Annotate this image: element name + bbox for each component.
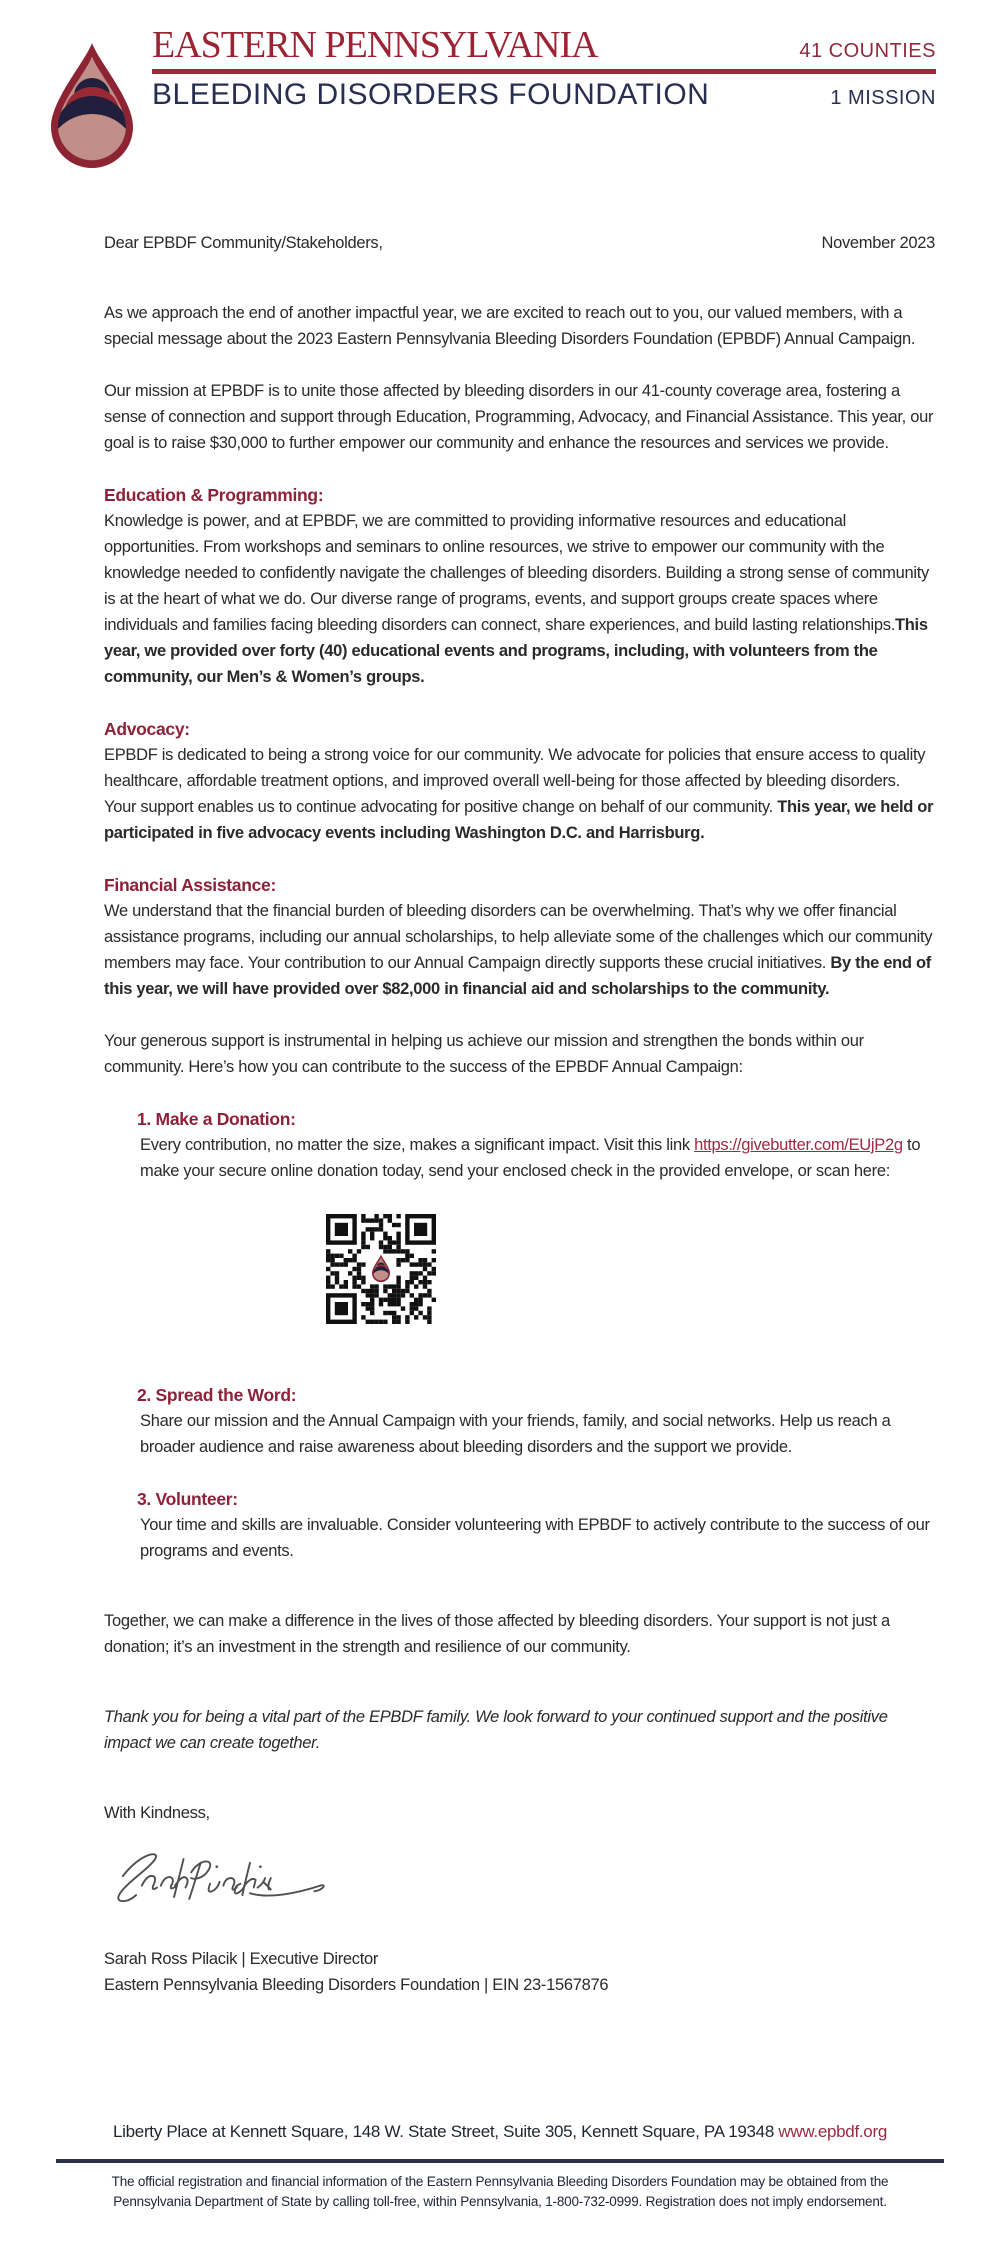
advocacy-paragraph <box>104 742 935 846</box>
letter-content <box>104 230 935 1998</box>
thank-you-paragraph: Thank you for being a vital part of the EPBDF family. We look forward to your continued support and the positive impact we can create together. <box>104 1708 888 1752</box>
financial-heading: Financial Assistance: <box>104 875 277 895</box>
page-footer <box>0 2105 1000 2212</box>
advocacy-heading: Advocacy: <box>104 719 190 739</box>
donation-paragraph <box>140 1132 935 1184</box>
mission-badge: 1 MISSION <box>830 87 936 109</box>
volunteer-paragraph: Your time and skills are invaluable. Consider volunteering with EPBDF to actively contribute to the success of our programs and events. <box>140 1516 930 1560</box>
volunteer-heading: 3. Volunteer: <box>137 1489 238 1509</box>
advocacy-text: EPBDF is dedicated to being a strong voice for our community. We advocate for policies that ensure access to quality healthcare, affordable treatment options, and improved overall well-being for those affected by bleeding disorders. Your support enables us to continue advocating for positive change on behalf of our community. <box>104 746 926 816</box>
item-make-a-donation <box>137 1106 935 1184</box>
brand-block <box>152 26 936 111</box>
advocacy-bold-text: This year, we held or participated in five advocacy events including Washington D.C. and Harrisburg. <box>104 798 934 842</box>
counties-badge: 41 COUNTIES <box>799 40 936 62</box>
footer-fine-print-1: The official registration and financial information of the Eastern Pennsylvania Bleeding Disorders Foundation may be obtained from the <box>111 2174 889 2189</box>
letterhead-rule <box>152 69 936 74</box>
section-advocacy <box>104 716 935 846</box>
org-name-line2: BLEEDING DISORDERS FOUNDATION <box>152 78 710 111</box>
footer-fine-print-2: Pennsylvania Department of State by calling toll-free, within Pennsylvania, 1-800-732-0999. Registration does not imply endorsement. <box>113 2194 887 2209</box>
footer-address <box>0 2122 1000 2142</box>
letterhead <box>40 26 936 111</box>
intro-paragraph-2: Our mission at EPBDF is to unite those affected by bleeding disorders in our 41-county coverage area, fostering a sense of connection and support through Education, Programming, Advocacy, and Financial Assistance. This year, our goal is to raise $30,000 to further empower our community and enhance the resources and services we provide. <box>104 382 934 452</box>
footer-website-link[interactable]: www.epbdf.org <box>778 2122 887 2141</box>
salutation: Dear EPBDF Community/Stakeholders, <box>104 234 383 252</box>
footer-address-text: Liberty Place at Kennett Square, 148 W. State Street, Suite 305, Kennett Square, PA 19348 <box>113 2122 779 2141</box>
education-text: Knowledge is power, and at EPBDF, we are committed to providing informative resources and educational opportunities. From workshops and seminars to online resources, we strive to empower our community with the knowledge needed to confidently navigate the challenges of bleeding disorders. Building a strong sense of community is at the heart of what we do. Our diverse range of programs, events, and support groups create spaces where individuals and families facing bleeding disorders can connect, share experiences, and build lasting relationships. <box>104 512 929 634</box>
spread-paragraph: Share our mission and the Annual Campaign with your friends, family, and social networks. Help us reach a broader audience and raise awareness about bleeding disorders and the support we provide. <box>140 1412 891 1456</box>
section-education <box>104 482 935 690</box>
education-paragraph <box>104 508 935 690</box>
donation-text-pre: Every contribution, no matter the size, makes a significant impact. Visit this link <box>140 1136 695 1154</box>
donation-link[interactable]: https://givebutter.com/EUjP2g <box>694 1136 903 1154</box>
together-paragraph: Together, we can make a difference in the lives of those affected by bleeding disorders. Your support is not just a donation; it’s an investment in the strength and resilience of our community. <box>104 1612 890 1656</box>
education-bold-text: This year, we provided over forty (40) educational events and programs, including, with volunteers from the community, our Men’s & Women’s groups. <box>104 616 928 686</box>
intro-paragraph-1: As we approach the end of another impactful year, we are excited to reach out to you, our valued members, with a special message about the 2023 Eastern Pennsylvania Bleeding Disorders Foundation (EPBDF) Annual Campaign. <box>104 304 916 348</box>
item-spread-the-word <box>137 1382 935 1460</box>
footer-rule <box>56 2159 944 2163</box>
support-paragraph: Your generous support is instrumental in helping us achieve our mission and strengthen the bonds within our community. Here’s how you can contribute to the success of the EPBDF Annual Campaign: <box>104 1032 864 1076</box>
donation-heading: 1. Make a Donation: <box>137 1109 296 1129</box>
item-volunteer <box>137 1486 935 1564</box>
financial-bold-text: By the end of this year, we will have provided over $82,000 in financial aid and scholarships to the community. <box>104 954 931 998</box>
financial-text: We understand that the financial burden of bleeding disorders can be overwhelming. That’s why we offer financial assistance programs, including our annual scholarships, to help alleviate some of the challenges which our community members may face. Your contribution to our Annual Campaign directly supports these crucial initiatives. <box>104 902 933 972</box>
donation-text-post: to make your secure online donation today, send your enclosed check in the provided envelope, or scan here: <box>140 1136 921 1180</box>
education-heading: Education & Programming: <box>104 485 324 505</box>
signer-name-title: Sarah Ross Pilacik | Executive Director <box>104 1950 379 1968</box>
financial-paragraph <box>104 898 935 1002</box>
org-name-line1: EASTERN PENNSYLVANIA <box>152 24 598 66</box>
closing-line: With Kindness, <box>104 1804 210 1822</box>
letter-date: November 2023 <box>821 234 935 252</box>
signature <box>104 1842 339 1916</box>
qr-code <box>326 1214 436 1324</box>
spread-heading: 2. Spread the Word: <box>137 1385 297 1405</box>
blood-drop-icon <box>40 40 144 170</box>
section-financial <box>104 872 935 1002</box>
signer-org-ein: Eastern Pennsylvania Bleeding Disorders Foundation | EIN 23-1567876 <box>104 1976 609 1994</box>
